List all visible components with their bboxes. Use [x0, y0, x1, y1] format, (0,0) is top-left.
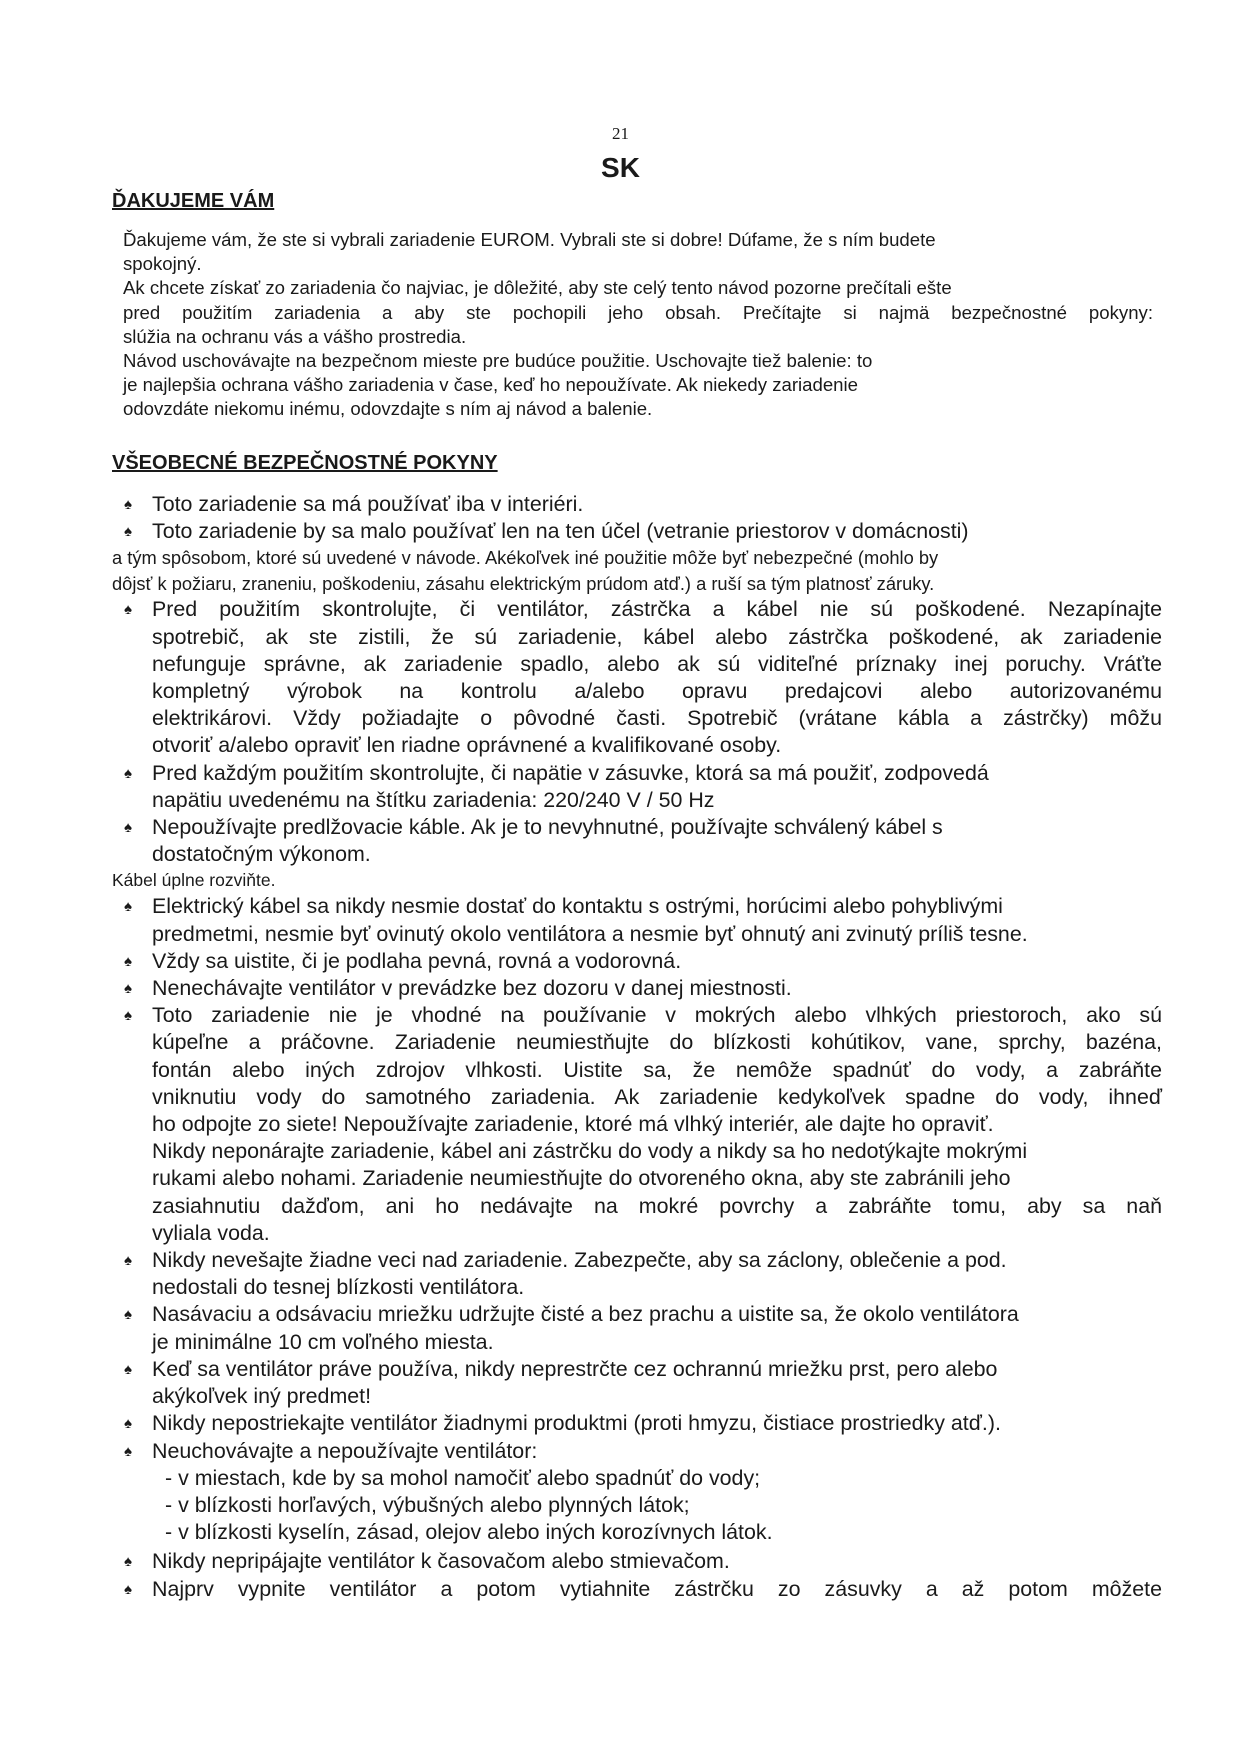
spade-bullet-icon: ♠: [124, 1553, 132, 1571]
sub-item: - v blízkosti kyselín, zásad, olejov alebo iných korozívnych látok.: [165, 1520, 773, 1545]
section-title-thanks: ĎAKUJEME VÁM: [112, 190, 275, 212]
list-item: ♠ Keď sa ventilátor práve používa, nikdy neprestrčte cez ochrannú mriežku prst, pero alebo akýkoľvek iný predmet!: [124, 1356, 998, 1409]
spade-bullet-icon: ♠: [124, 601, 132, 619]
list-item: ♠ Toto zariadenie sa má používať iba v interiéri.: [112, 491, 1162, 518]
list-item: ♠ Najprv vypnite ventilátor a potom vytiahnite zástrčku zo zásuvky a až potom môžete: [112, 1576, 1162, 1603]
intro-line: Ak chcete získať zo zariadenia čo najviac, je dôležité, aby ste celý tento návod pozorne prečítali ešte: [123, 277, 952, 299]
list-item: ♠ Nasávaciu a odsávaciu mriežku udržujte čisté a bez prachu a uistite sa, že okolo ventilátora je minimálne 10 cm voľného miesta.: [124, 1302, 1019, 1354]
spade-bullet-icon: ♠: [124, 1252, 132, 1270]
list-item: ♠ Pred každým použitím skontrolujte, či napätie v zásuvke, ktorá sa má použiť, zodpovedá napätiu uvedenému na štítku zariadenia: 220/240 V / 50 Hz: [124, 760, 989, 812]
intro-line: je najlepšia ochrana vášho zariadenia v čase, keď ho nepoužívate. Ak niekedy zariadenie: [123, 374, 858, 396]
spade-bullet-icon: ♠: [124, 1007, 132, 1025]
intro-line: Ďakujeme vám, že ste si vybrali zariadenie EUROM. Vybrali ste si dobre! Dúfame, že s ním budete: [123, 229, 936, 250]
intro-line: Návod uschovávajte na bezpečnom mieste pre budúce použitie. Uschovajte tiež balenie: to: [123, 350, 873, 372]
spade-bullet-icon: ♠: [124, 523, 132, 541]
list-item: ♠ Vždy sa uistite, či je podlaha pevná, rovná a vodorovná.: [112, 948, 1162, 975]
spade-bullet-icon: ♠: [124, 952, 132, 970]
list-item: ♠ Nikdy nevešajte žiadne veci nad zariadenie. Zabezpečte, aby sa záclony, oblečenie a pod. nedostali do tesnej blízkosti ventilátora.: [124, 1248, 1007, 1300]
list-item: ♠ Nikdy nepripájajte ventilátor k časovačom alebo stmievačom.: [112, 1548, 1162, 1575]
list-item: ♠ Neuchovávajte a nepoužívajte ventilátor: - v miestach, kde by sa mohol namočiť alebo spadnúť do vody; - v blízkosti horľavých, výbušných alebo plynných látok; - v blízkosti kyselín, zásad, olejov alebo iných korozívnych látok.: [112, 1438, 1162, 1547]
spade-bullet-icon: ♠: [124, 819, 132, 837]
intro-line: odovzdáte niekomu inému, odovzdajte s ním aj návod a balenie.: [123, 398, 653, 420]
page-number: 21: [612, 124, 629, 143]
spade-bullet-icon: ♠: [124, 898, 132, 916]
sub-item: - v miestach, kde by sa mohol namočiť alebo spadnúť do vody;: [165, 1465, 761, 1490]
spade-bullet-icon: ♠: [124, 1306, 132, 1324]
intro-line: slúžia na ochranu vás a vášho prostredia.: [123, 325, 467, 347]
list-item: ♠ Elektrický kábel sa nikdy nesmie dostať do kontaktu s ostrými, horúcimi alebo pohyblivými predmetmi, nesmie byť ovinutý okolo ventilátora a nesmie byť ohnutý ani zvinutý príliš tesne.: [124, 894, 1028, 946]
sub-item: - v blízkosti horľavých, výbušných alebo plynných látok;: [165, 1492, 690, 1517]
safety-instructions-list: [112, 491, 1162, 1603]
list-note: Kábel úplne rozviňte.: [112, 870, 276, 891]
list-item: ♠ Toto zariadenie nie je vhodné na používanie v mokrých alebo vlhkých priestoroch, ako sú kúpeľne a práčovne. Zariadenie neumiestňujte do blízkosti kohútikov, vane, sprchy, bazéna, fontán alebo iných zdrojov vlhkosti. Uistite sa, že nemôže spadnúť do vody, a zabráňte vniknutiu vody do samotného zariadenia. Ak zariadenie kedykoľvek spadne do vody, ihneď ho odpojte zo siete! Nepoužívajte zariadenie, ktoré má vlhký interiér, ale dajte ho opraviť. Nikdy neponárajte zariadenie, kábel ani zástrčku do vody a nikdy sa ho nedotýkajte mokrými rukami alebo nohami. Zariadenie neumiestňujte do otvoreného okna, aby ste zabránili jeho zasiahnutiu dažďom, ani ho nedávajte na mokré povrchy a zabráňte tomu, aby sa naň vyliala voda.: [124, 1003, 1162, 1245]
list-item: ♠ Pred použitím skontrolujte, či ventilátor, zástrčka a kábel nie sú poškodené. Nezapínajte spotrebič, ak ste zistili, že sú zariadenie, kábel alebo zástrčka poškodené, ak zariadenie nefunguje správne, ak zariadenie spadlo, alebo ak sú viditeľné príznaky inej poruchy. Vráťte kompletný výrobok na kontrolu a/alebo opravu predajcovi alebo autorizovanému elektrikárovi. Vždy požiadajte o pôvodné časti. Spotrebič (vrátane kábla a zástrčky) môžu otvoriť a/alebo opraviť len riadne oprávnené a kvalifikované osoby.: [124, 597, 1162, 758]
section-title-safety: VŠEOBECNÉ BEZPEČNOSTNÉ POKYNY: [112, 452, 498, 474]
spade-bullet-icon: ♠: [124, 980, 132, 998]
intro-text: [123, 228, 1153, 422]
list-item-continuation: dôjsť k požiaru, zraneniu, poškodeniu, zásahu elektrickým prúdom atď.) a ruší sa tým platnosť záruky.: [112, 572, 935, 594]
list-item: ♠ Nepoužívajte predlžovacie káble. Ak je to nevyhnutné, používajte schválený kábel s dostatočným výkonom.: [124, 815, 943, 867]
intro-line: spokojný.: [123, 253, 202, 275]
intro-line: pred použitím zariadenia a aby ste pochopili jeho obsah. Prečítajte si najmä bezpečnostné pokyny:: [123, 301, 1153, 323]
spade-bullet-icon: ♠: [124, 1442, 132, 1460]
list-item: ♠ Nenechávajte ventilátor v prevádzke bez dozoru v danej miestnosti.: [112, 975, 1162, 1002]
spade-bullet-icon: ♠: [124, 496, 132, 513]
spade-bullet-icon: ♠: [124, 1360, 132, 1378]
spade-bullet-icon: ♠: [124, 764, 132, 782]
list-item-continuation: a tým spôsobom, ktoré sú uvedené v návode. Akékoľvek iné použitie môže byť nebezpečné (mohlo by: [112, 547, 939, 569]
list-item: ♠ Toto zariadenie by sa malo používať len na ten účel (vetranie priestorov v domácnosti): [112, 518, 1162, 545]
list-item: ♠ Nikdy nepostriekajte ventilátor žiadnymi produktmi (proti hmyzu, čistiace prostriedky atď.).: [112, 1410, 1162, 1437]
spade-bullet-icon: ♠: [124, 1415, 132, 1433]
language-code: SK: [601, 152, 640, 183]
spade-bullet-icon: ♠: [124, 1580, 132, 1598]
